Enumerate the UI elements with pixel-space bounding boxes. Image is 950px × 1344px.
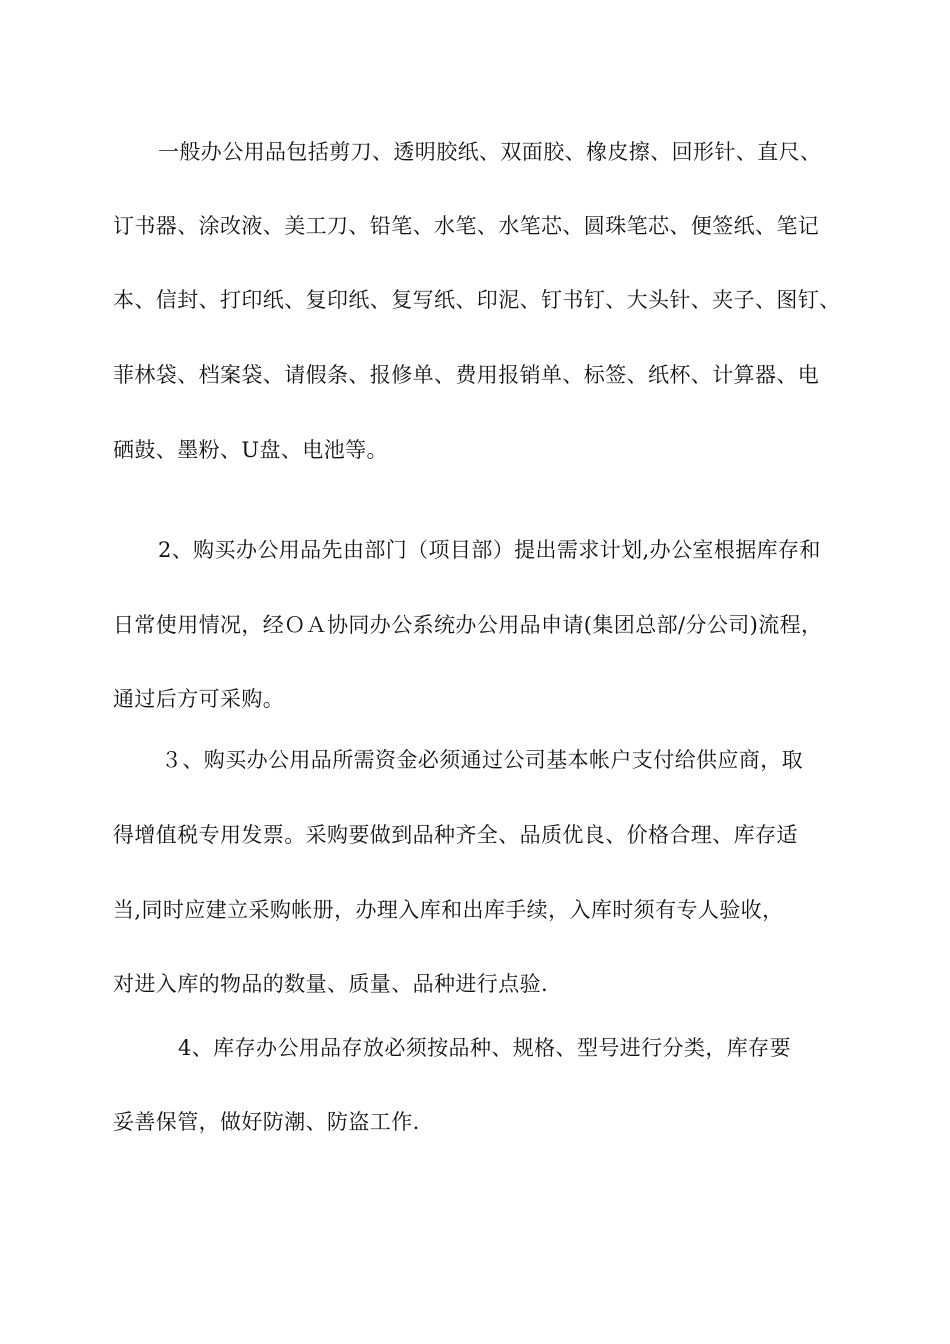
paragraph-2-line-2: 日常使用情况，经ＯＡ协同办公系统办公用品申请(集团总部/分公司)流程， [113,613,823,637]
paragraph-1-line-4: 菲林袋、档案袋、请假条、报修单、费用报销单、标签、纸杯、计算器、电 [113,363,820,387]
paragraph-1-line-1: 一般办公用品包括剪刀、透明胶纸、双面胶、橡皮擦、回形针、直尺、 [158,140,822,164]
paragraph-4-line-1: 4、库存办公用品存放必须按品种、规格、型号进行分类，库存要 [178,1036,791,1060]
paragraph-2-line-3: 通过后方可采购。 [113,687,285,711]
paragraph-1-line-5: 硒鼓、墨粉、U盘、电池等。 [113,438,388,462]
paragraph-4-line-2: 妥善保管，做好防潮、防盗工作. [113,1110,420,1134]
paragraph-1-line-2: 订书器、涂改液、美工刀、铅笔、水笔、水笔芯、圆珠笔芯、便签纸、笔记 [113,214,820,238]
paragraph-3-line-1: ３、购买办公用品所需资金必须通过公司基本帐户支付给供应商，取 [161,748,803,772]
paragraph-1-line-3: 本、信封、打印纸、复印纸、复写纸、印泥、钉书钉、大头针、夹子、图钉、 [113,288,841,312]
paragraph-2-line-1: 2、购买办公用品先由部门（项目部）提出需求计划,办公室根据库存和 [158,538,821,562]
paragraph-3-line-2: 得增值税专用发票。采购要做到品种齐全、品质优良、价格合理、库存适 [113,823,798,847]
paragraph-3-line-4: 对进入库的物品的数量、质量、品种进行点验. [113,972,549,996]
paragraph-3-line-3: 当,同时应建立采购帐册，办理入库和出库手续，入库时须有专人验收， [113,898,784,922]
